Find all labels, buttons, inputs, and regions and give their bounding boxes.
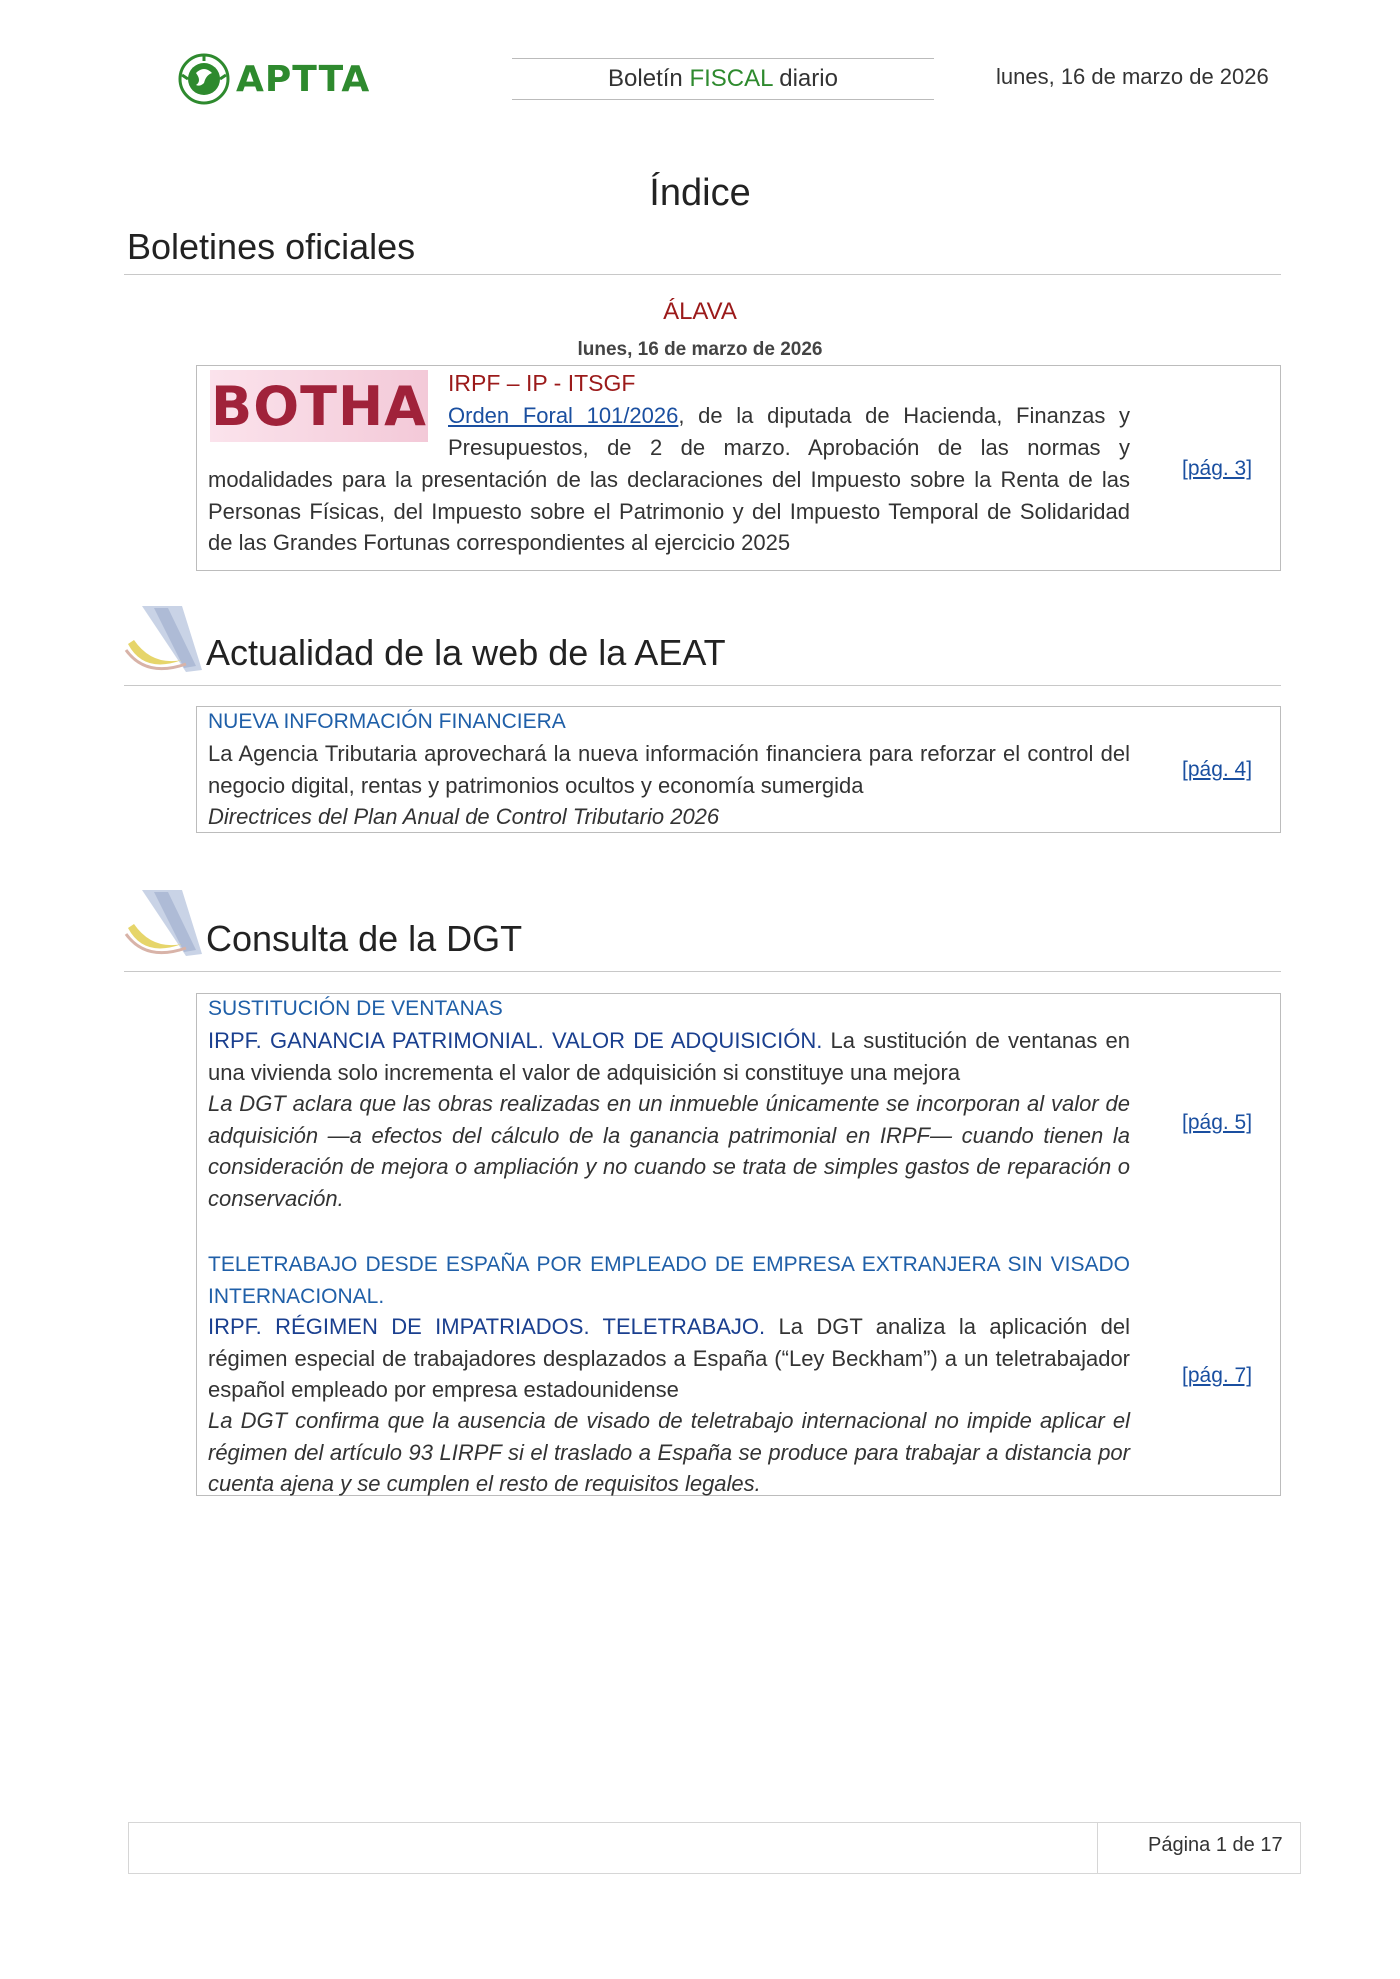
aeat-body: La Agencia Tributaria aprovechará la nueva información financiera para reforzar el control del negocio digital, rentas y patrimonios ocultos y economía sumergida	[208, 741, 1130, 798]
bulletin-fiscal: FISCAL	[689, 65, 773, 92]
page-link-7[interactable]: [pág. 7]	[1182, 1364, 1253, 1387]
botha-line2: Presupuestos, de 2 de marzo. Aprobación de las normas y	[448, 435, 1130, 460]
bulletin-prefix: Boletín	[608, 65, 690, 92]
dgt-item-text	[208, 1025, 1130, 1088]
section-divider	[124, 971, 1281, 972]
page-link-5[interactable]: [pág. 5]	[1182, 1111, 1253, 1134]
aeat-category: NUEVA INFORMACIÓN FINANCIERA	[208, 710, 566, 733]
header-date: lunes, 16 de marzo de 2026	[996, 64, 1269, 89]
footer-box	[128, 1822, 1301, 1874]
aeat-icon	[124, 884, 204, 962]
region-title: ÁLAVA	[663, 298, 737, 325]
bulletin-suffix: diario	[772, 65, 838, 92]
section-divider	[124, 685, 1281, 686]
dgt-item-heading: IRPF. RÉGIMEN DE IMPATRIADOS. TELETRABAJO.	[208, 1314, 766, 1339]
page-link-4[interactable]: [pág. 4]	[1182, 758, 1253, 781]
index-title: Índice	[649, 172, 751, 214]
page-link-3[interactable]: [pág. 3]	[1182, 457, 1253, 480]
dgt-item-body: La sustitución de ventanas en una vivienda solo incrementa el valor de adquisición si constituye una mejora	[208, 1028, 1130, 1085]
dgt-item-category: TELETRABAJO DESDE ESPAÑA POR EMPLEADO DE EMPRESA EXTRANJERA SIN VISADO INTERNACIONAL.	[208, 1253, 1130, 1308]
botha-line1-rest: , de la diputada de Hacienda, Finanzas y	[678, 403, 1130, 428]
page-number: Página 1 de 17	[1148, 1834, 1283, 1856]
region-date: lunes, 16 de marzo de 2026	[577, 339, 823, 360]
bulletin-title	[512, 58, 934, 100]
dgt-item-text	[208, 1311, 1130, 1406]
aptta-emblem-icon	[178, 53, 230, 105]
section-title-dgt: Consulta de la DGT	[206, 918, 523, 959]
botha-logo	[210, 370, 428, 442]
footer-separator	[1097, 1822, 1098, 1874]
dgt-item-italic: La DGT aclara que las obras realizadas en un inmueble únicamente se incorporan al valor de adquisición —a efectos del cálculo de la ganancia patrimonial en IRPF— cuando tienen la consideración de mejora o ampliación y no cuando se trata de simples gastos de reparación o conservación.	[208, 1091, 1130, 1211]
botha-line1	[448, 400, 1130, 432]
section-title-boletines: Boletines oficiales	[127, 226, 416, 267]
aeat-icon	[124, 600, 204, 678]
aptta-logo	[178, 52, 370, 106]
dgt-item-heading: IRPF. GANANCIA PATRIMONIAL. VALOR DE ADQUISICIÓN.	[208, 1028, 823, 1053]
section-title-aeat: Actualidad de la web de la AEAT	[206, 632, 726, 673]
botha-category: IRPF – IP - ITSGF	[448, 370, 636, 396]
botha-body: modalidades para la presentación de las declaraciones del Impuesto sobre la Renta de las Personas Físicas, del Impuesto sobre el Patrimonio y del Impuesto Temporal de Solidaridad de las Grandes Fortunas correspondientes al ejercicio 2025	[208, 467, 1130, 555]
botha-logo-text: BOTHA	[211, 374, 427, 438]
dgt-item-category: SUSTITUCIÓN DE VENTANAS	[208, 997, 503, 1020]
logo-text: APTTA	[236, 58, 371, 100]
dgt-item-body: La DGT analiza la aplicación del régimen especial de trabajadores desplazados a España (“Ley Beckham”) a un teletrabajador español empleado por empresa estadounidense	[208, 1314, 1130, 1402]
orden-foral-link[interactable]: Orden Foral 101/2026	[448, 403, 679, 428]
section-divider	[124, 274, 1281, 275]
dgt-item-italic: La DGT confirma que la ausencia de visado de teletrabajo internacional no impide aplicar el régimen del artículo 93 LIRPF si el traslado a España se produce para trabajar a distancia por cuenta ajena y se cumplen el resto de requisitos legales.	[208, 1408, 1130, 1496]
aeat-italic: Directrices del Plan Anual de Control Tributario 2026	[208, 804, 720, 829]
